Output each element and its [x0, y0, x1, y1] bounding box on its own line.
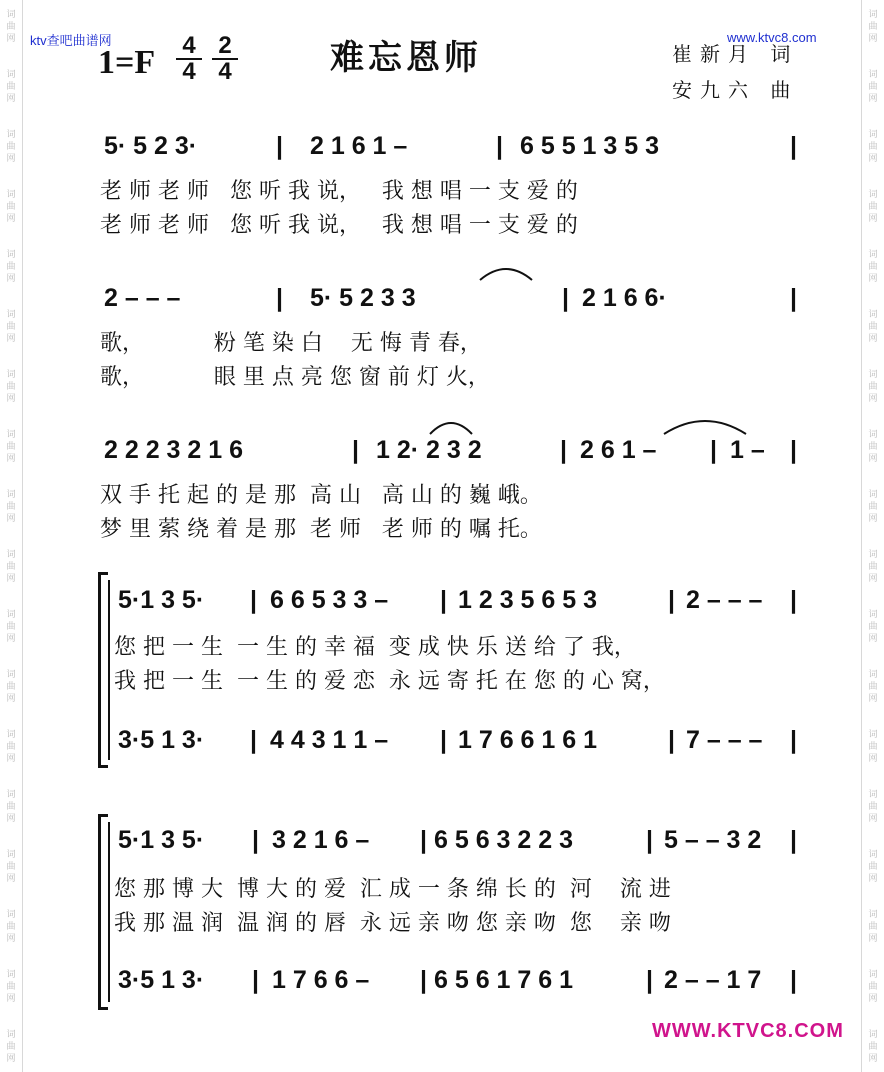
- margin-watermark-char: 网: [868, 394, 878, 404]
- barline: |: [276, 132, 283, 160]
- system-bracket: [98, 814, 101, 1010]
- margin-watermark-char: 词: [6, 670, 16, 680]
- barline: |: [790, 826, 797, 854]
- measure-notes: 2 1 6 6·: [582, 284, 667, 312]
- margin-watermark-char: 曲: [868, 682, 878, 692]
- margin-watermark-char: 曲: [868, 802, 878, 812]
- margin-watermark-char: 曲: [868, 982, 878, 992]
- margin-watermark-char: 网: [6, 754, 16, 764]
- margin-watermark-char: 词: [6, 130, 16, 140]
- margin-watermark-char: 网: [6, 514, 16, 524]
- margin-watermark-char: 词: [6, 910, 16, 920]
- margin-watermark-char: 词: [6, 730, 16, 740]
- margin-watermark-char: 网: [868, 454, 878, 464]
- barline: |: [646, 826, 653, 854]
- margin-watermark-char: 网: [868, 994, 878, 1004]
- margin-watermark-char: 词: [6, 10, 16, 20]
- margin-watermark-char: 网: [868, 874, 878, 884]
- margin-watermark-char: 词: [6, 790, 16, 800]
- margin-watermark-char: 网: [6, 334, 16, 344]
- margin-watermark-char: 网: [6, 574, 16, 584]
- lyrics-verse-1: 老 师 老 师 您 听 我 说， 我 想 唱 一 支 爱 的: [100, 179, 578, 204]
- margin-watermark-char: 曲: [868, 562, 878, 572]
- margin-watermark-char: 曲: [868, 502, 878, 512]
- barline: |: [646, 966, 653, 994]
- barline: |: [250, 586, 257, 614]
- barline: |: [790, 284, 797, 312]
- barline: |: [560, 436, 567, 464]
- margin-watermark-char: 词: [868, 250, 878, 260]
- measure-notes: 2 – – –: [686, 586, 763, 614]
- measure-notes: 6 6 5 3 3 –: [270, 586, 389, 614]
- slur-tie: [426, 416, 476, 436]
- margin-watermark-char: 曲: [6, 22, 16, 32]
- measure-notes: 2 – – –: [104, 284, 181, 312]
- margin-watermark-char: 曲: [6, 982, 16, 992]
- barline: |: [668, 586, 675, 614]
- lyrics-verse-2: 我 把 一 生 一 生 的 爱 恋 永 远 寄 托 在 您 的 心 窝，: [114, 669, 665, 694]
- measure-notes: 1 2· 2 3 2: [376, 436, 482, 464]
- margin-watermark-char: 网: [868, 814, 878, 824]
- margin-watermark-char: 曲: [868, 922, 878, 932]
- barline: |: [790, 966, 797, 994]
- time-signature-2-top: 2: [212, 34, 238, 60]
- margin-watermark-char: 词: [6, 850, 16, 860]
- site-watermark-top-right: www.ktvc8.com: [727, 30, 817, 45]
- margin-watermark-char: 词: [868, 70, 878, 80]
- measure-notes: 5·1 3 5·: [118, 586, 205, 614]
- margin-watermark-char: 网: [868, 214, 878, 224]
- margin-watermark-char: 词: [868, 550, 878, 560]
- system-start-barline: [108, 580, 110, 760]
- margin-watermark-char: 词: [868, 430, 878, 440]
- margin-watermark-char: 词: [868, 310, 878, 320]
- barline: |: [420, 826, 427, 854]
- margin-watermark-char: 词: [868, 730, 878, 740]
- margin-watermark-char: 曲: [6, 202, 16, 212]
- harmony-notes: 4 4 3 1 1 –: [270, 726, 389, 754]
- margin-watermark-char: 词: [6, 610, 16, 620]
- measure-notes: 5 – – 3 2: [664, 826, 762, 854]
- composer-credit: 安九六 曲: [672, 78, 799, 102]
- margin-watermark-char: 曲: [868, 22, 878, 32]
- margin-watermark-char: 网: [868, 754, 878, 764]
- barline: |: [790, 726, 797, 754]
- margin-watermark-char: 词: [6, 310, 16, 320]
- harmony-notes: 2 – – 1 7: [664, 966, 762, 994]
- barline: |: [496, 132, 503, 160]
- margin-watermark-char: 网: [868, 934, 878, 944]
- lyrics-verse-2: 我 那 温 润 温 润 的 唇 永 远 亲 吻 您 亲 吻 您 亲 吻: [114, 911, 671, 936]
- margin-watermark-char: 曲: [6, 502, 16, 512]
- lyrics-verse-2: 梦 里 萦 绕 着 是 那 老 师 老 师 的 嘱 托。: [100, 517, 542, 542]
- measure-notes: 5· 5 2 3 3: [310, 284, 416, 312]
- margin-watermark-char: 曲: [868, 622, 878, 632]
- time-signature-1: [176, 34, 202, 84]
- song-title: 难忘恩师: [330, 38, 482, 78]
- margin-watermark-char: 词: [868, 910, 878, 920]
- harmony-notes: 6 5 6 1 7 6 1: [434, 966, 574, 994]
- time-signature-2-bottom: 4: [218, 58, 232, 85]
- barline: |: [562, 284, 569, 312]
- margin-watermark-char: 网: [868, 34, 878, 44]
- margin-watermark-char: 网: [6, 34, 16, 44]
- margin-watermark-char: 曲: [6, 682, 16, 692]
- margin-watermark-char: 网: [6, 814, 16, 824]
- measure-notes: 2 1 6 1 –: [310, 132, 408, 160]
- system-bracket-bottom: [98, 765, 108, 768]
- margin-watermark-char: 网: [6, 454, 16, 464]
- barline: |: [790, 436, 797, 464]
- harmony-notes: 7 – – –: [686, 726, 763, 754]
- barline: |: [790, 132, 797, 160]
- margin-watermark-char: 曲: [6, 82, 16, 92]
- margin-watermark-char: 曲: [868, 262, 878, 272]
- measure-notes: 5·1 3 5·: [118, 826, 205, 854]
- lyrics-verse-1: 歌， 粉 笔 染 白 无 悔 青 春，: [100, 331, 482, 356]
- measure-notes: 2 6 1 –: [580, 436, 657, 464]
- margin-watermark-char: 网: [6, 154, 16, 164]
- margin-watermark-char: 曲: [6, 922, 16, 932]
- margin-watermark-char: 曲: [868, 442, 878, 452]
- margin-watermark-char: 曲: [6, 562, 16, 572]
- margin-watermark-char: 曲: [868, 82, 878, 92]
- margin-watermark-char: 网: [6, 694, 16, 704]
- margin-watermark-char: 曲: [6, 142, 16, 152]
- margin-watermark-char: 曲: [6, 442, 16, 452]
- margin-watermark-char: 网: [6, 394, 16, 404]
- harmony-notes: 3·5 1 3·: [118, 726, 205, 754]
- barline: |: [252, 966, 259, 994]
- margin-watermark-char: 词: [868, 1030, 878, 1040]
- slur-tie: [476, 262, 536, 282]
- measure-notes: 6 5 5 1 3 5 3: [520, 132, 660, 160]
- margin-watermark-char: 曲: [868, 382, 878, 392]
- margin-watermark-char: 网: [868, 94, 878, 104]
- barline: |: [668, 726, 675, 754]
- margin-watermark-char: 网: [868, 334, 878, 344]
- key-signature: 1=F: [98, 44, 156, 81]
- margin-watermark-char: 词: [6, 250, 16, 260]
- system-bracket-top: [98, 814, 108, 817]
- margin-watermark-char: 曲: [6, 802, 16, 812]
- margin-watermark-char: 网: [868, 574, 878, 584]
- margin-watermark-char: 词: [868, 490, 878, 500]
- lyricist-credit: 崔新月 词: [672, 42, 799, 66]
- margin-watermark-char: 曲: [6, 742, 16, 752]
- margin-watermark-char: 网: [6, 634, 16, 644]
- measure-notes: 5· 5 2 3·: [104, 132, 198, 160]
- margin-watermark-char: 网: [868, 154, 878, 164]
- harmony-notes: 3·5 1 3·: [118, 966, 205, 994]
- time-signature-2: [212, 34, 238, 84]
- margin-watermark-char: 曲: [6, 622, 16, 632]
- site-watermark-bottom: WWW.KTVC8.COM: [652, 1020, 844, 1042]
- margin-watermark-char: 词: [6, 370, 16, 380]
- measure-notes: 6 5 6 3 2 2 3: [434, 826, 574, 854]
- margin-watermark-char: 曲: [6, 322, 16, 332]
- margin-watermark-char: 词: [6, 1030, 16, 1040]
- harmony-notes: 1 7 6 6 1 6 1: [458, 726, 598, 754]
- barline: |: [790, 586, 797, 614]
- lyrics-verse-1: 您 那 博 大 博 大 的 爱 汇 成 一 条 绵 长 的 河 流 进: [114, 877, 671, 902]
- margin-watermark-char: 曲: [868, 142, 878, 152]
- margin-watermark-char: 曲: [868, 862, 878, 872]
- margin-watermark-char: 曲: [868, 322, 878, 332]
- margin-watermark-char: 网: [868, 634, 878, 644]
- margin-watermark-char: 网: [6, 214, 16, 224]
- lyrics-verse-2: 歌， 眼 里 点 亮 您 窗 前 灯 火，: [100, 365, 490, 390]
- margin-watermark-char: 曲: [868, 202, 878, 212]
- margin-watermark-char: 曲: [6, 862, 16, 872]
- margin-watermark-char: 网: [868, 514, 878, 524]
- margin-watermark-char: 网: [868, 274, 878, 284]
- barline: |: [252, 826, 259, 854]
- measure-notes: 2 2 2 3 2 1 6: [104, 436, 244, 464]
- measure-notes: 1 2 3 5 6 5 3: [458, 586, 598, 614]
- system-bracket-top: [98, 572, 108, 575]
- margin-watermark-char: 词: [6, 550, 16, 560]
- measure-notes: 3 2 1 6 –: [272, 826, 370, 854]
- system-bracket: [98, 572, 101, 768]
- margin-watermark-char: 网: [6, 1054, 16, 1064]
- barline: |: [276, 284, 283, 312]
- harmony-notes: 1 7 6 6 –: [272, 966, 370, 994]
- margin-watermark-char: 词: [6, 490, 16, 500]
- measure-notes: 1 –: [730, 436, 765, 464]
- barline: |: [440, 586, 447, 614]
- slur-tie: [660, 414, 750, 436]
- time-signature-1-bottom: 4: [182, 58, 196, 85]
- margin-watermark-char: 曲: [868, 742, 878, 752]
- margin-watermark-char: 词: [868, 130, 878, 140]
- margin-watermark-char: 网: [6, 274, 16, 284]
- margin-watermark-char: 词: [6, 190, 16, 200]
- margin-watermark-char: 词: [6, 430, 16, 440]
- system-bracket-bottom: [98, 1007, 108, 1010]
- margin-watermark-char: 网: [868, 1054, 878, 1064]
- margin-watermark-char: 网: [868, 694, 878, 704]
- margin-watermark-char: 网: [6, 934, 16, 944]
- margin-watermark-char: 网: [6, 94, 16, 104]
- barline: |: [710, 436, 717, 464]
- lyrics-verse-1: 双 手 托 起 的 是 那 高 山 高 山 的 巍 峨。: [100, 483, 542, 508]
- margin-watermark-char: 曲: [6, 382, 16, 392]
- site-watermark-top-left: ktv查吧曲谱网: [30, 33, 112, 48]
- lyrics-verse-1: 您 把 一 生 一 生 的 幸 福 变 成 快 乐 送 给 了 我，: [114, 635, 636, 660]
- barline: |: [352, 436, 359, 464]
- margin-watermark-char: 网: [6, 994, 16, 1004]
- margin-watermark-char: 曲: [868, 1042, 878, 1052]
- margin-watermark-char: 词: [868, 970, 878, 980]
- time-signature-1-top: 4: [176, 34, 202, 60]
- lyrics-verse-2: 老 师 老 师 您 听 我 说， 我 想 唱 一 支 爱 的: [100, 213, 578, 238]
- margin-watermark-char: 词: [868, 10, 878, 20]
- margin-watermark-char: 词: [6, 970, 16, 980]
- margin-watermark-char: 网: [6, 874, 16, 884]
- margin-watermark-char: 词: [868, 850, 878, 860]
- margin-watermark-char: 词: [868, 370, 878, 380]
- barline: |: [440, 726, 447, 754]
- barline: |: [420, 966, 427, 994]
- margin-watermark-char: 词: [868, 790, 878, 800]
- margin-watermark-char: 词: [6, 70, 16, 80]
- margin-watermark-char: 词: [868, 610, 878, 620]
- margin-watermark-char: 词: [868, 670, 878, 680]
- margin-watermark-char: 词: [868, 190, 878, 200]
- margin-watermark-char: 曲: [6, 1042, 16, 1052]
- margin-watermark-char: 曲: [6, 262, 16, 272]
- system-start-barline: [108, 822, 110, 1002]
- barline: |: [250, 726, 257, 754]
